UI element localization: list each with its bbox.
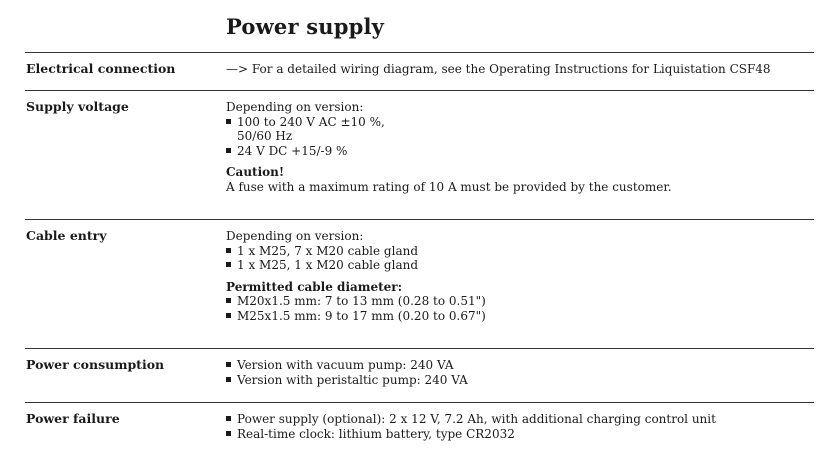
bullet-icon: [226, 377, 231, 382]
bullet-icon: [226, 416, 231, 421]
section-content-power-failure: [226, 412, 816, 441]
list-item: [226, 309, 816, 324]
bullet-icon: [226, 431, 231, 436]
caution-text: A fuse with a maximum rating of 10 A must be provided by the customer.: [226, 179, 672, 194]
section-label-power-consumption: Power consumption: [26, 357, 165, 372]
section-divider: [25, 52, 814, 53]
bullet-icon: [226, 313, 231, 318]
list-item-text: M25x1.5 mm: 9 to 17 mm (0.20 to 0.67"): [237, 308, 486, 323]
section-content-supply-voltage: [226, 100, 816, 194]
section-label-supply-voltage: Supply voltage: [26, 99, 129, 114]
list-item-text: Version with peristaltic pump: 240 VA: [237, 372, 468, 387]
intro-text: Depending on version:: [226, 100, 364, 114]
list-item: [226, 244, 816, 259]
intro-text: Depending on version:: [226, 229, 364, 243]
list-item-text: 24 V DC +15/-9 %: [237, 143, 348, 158]
list-item-text: Power supply (optional): 2 x 12 V, 7.2 Ah, with additional charging control unit: [237, 412, 716, 426]
list-item: [226, 115, 816, 130]
section-divider: [25, 402, 814, 403]
list-item-text: Version with vacuum pump: 240 VA: [237, 358, 454, 372]
list-item-text: Real-time clock: lithium battery, type CR2032: [237, 426, 515, 441]
list-item: [226, 294, 816, 309]
section-content-electrical-connection: [226, 62, 816, 77]
list-item-text: 1 x M25, 7 x M20 cable gland: [237, 243, 419, 258]
list-item-text: M20x1.5 mm: 7 to 13 mm (0.28 to 0.51"): [237, 294, 486, 308]
bullet-icon: [226, 119, 231, 124]
bullet-icon: [226, 248, 231, 253]
list-item: [226, 258, 816, 273]
page-title: Power supply: [226, 14, 385, 39]
list-item-text: 100 to 240 V AC ±10 %,: [237, 114, 385, 129]
section-label-cable-entry: Cable entry: [26, 228, 107, 243]
caution-heading: Caution!: [226, 165, 285, 179]
bullet-icon: [226, 362, 231, 367]
list-item-continuation: 50/60 Hz: [237, 129, 293, 143]
bullet-icon: [226, 148, 231, 153]
section-content-cable-entry: [226, 229, 816, 323]
list-item: [226, 373, 816, 388]
section-label-electrical-connection: Electrical connection: [26, 61, 176, 76]
list-item: [226, 144, 816, 159]
section-content-power-consumption: [226, 358, 816, 387]
cable-diameter-heading: Permitted cable diameter:: [226, 279, 403, 294]
list-item-text: 1 x M25, 1 x M20 cable gland: [237, 258, 419, 272]
list-item: [226, 427, 816, 442]
section-divider: [25, 90, 814, 91]
section-label-power-failure: Power failure: [26, 411, 120, 426]
list-item: [226, 358, 816, 373]
bullet-icon: [226, 298, 231, 303]
list-item: [226, 412, 816, 427]
section-divider: [25, 348, 814, 349]
wiring-reference-text: —> For a detailed wiring diagram, see the Operating Instructions for Liquistation CSF48: [226, 62, 771, 76]
bullet-icon: [226, 262, 231, 267]
section-divider: [25, 219, 814, 220]
